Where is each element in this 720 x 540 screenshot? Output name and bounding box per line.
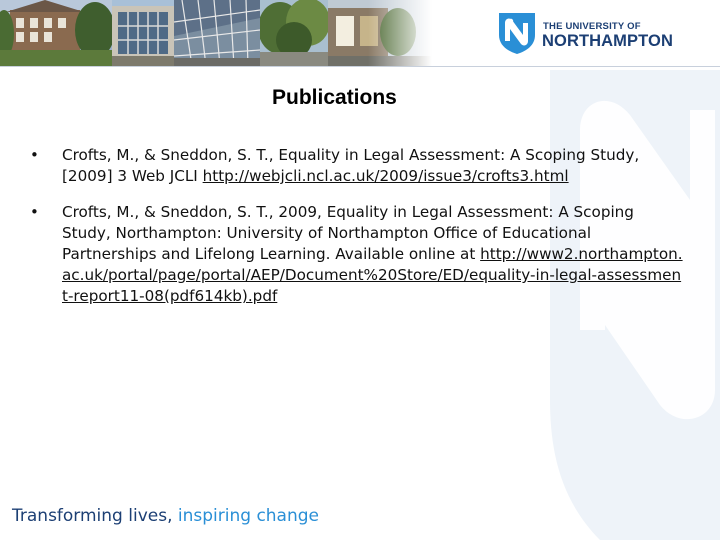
campus-photo-1: [0, 0, 112, 66]
header-divider: [0, 66, 720, 67]
list-item: [26, 145, 686, 187]
footer-tagline: [12, 506, 319, 526]
bullet-icon: •: [30, 203, 39, 221]
page-title: Publications: [272, 86, 397, 109]
campus-photo-4: [260, 0, 328, 66]
header-banner: [0, 0, 720, 66]
reference-link[interactable]: http://webjcli.ncl.ac.uk/2009/issue3/crofts3.html: [202, 167, 569, 185]
logo-name: NORTHAMPTON: [542, 32, 673, 50]
logo-prefix: THE UNIVERSITY OF: [543, 21, 641, 32]
university-logo[interactable]: [497, 11, 677, 57]
reference-text: Crofts, M., & Sneddon, S. T., Equality in Legal Assessment: A Scoping Study, [2009] 3 Web JCLI: [62, 146, 640, 185]
header-photo-strip: [0, 0, 432, 66]
campus-photo-3: [174, 0, 260, 66]
tagline-part-2: inspiring change: [172, 506, 320, 526]
publication-list: [26, 145, 686, 307]
campus-photo-2: [112, 0, 174, 66]
campus-photo-5: [328, 0, 432, 66]
list-item: [26, 202, 686, 307]
reference-text: Crofts, M., & Sneddon, S. T., 2009, Equality in Legal Assessment: A Scoping Study, Northampton: University of Northampton Office of Educational Partnerships and Lifelong Learning. Available online at: [62, 203, 634, 263]
reference-link[interactable]: http://www2.northampton.ac.uk/portal/page/portal/AEP/Document%20Store/ED/equality-in-legal-assessment-report11-08(pdf614kb).pdf: [62, 245, 683, 305]
tagline-part-1: Transforming lives,: [12, 506, 173, 526]
university-shield-icon: [497, 11, 537, 55]
bullet-icon: •: [30, 146, 39, 164]
